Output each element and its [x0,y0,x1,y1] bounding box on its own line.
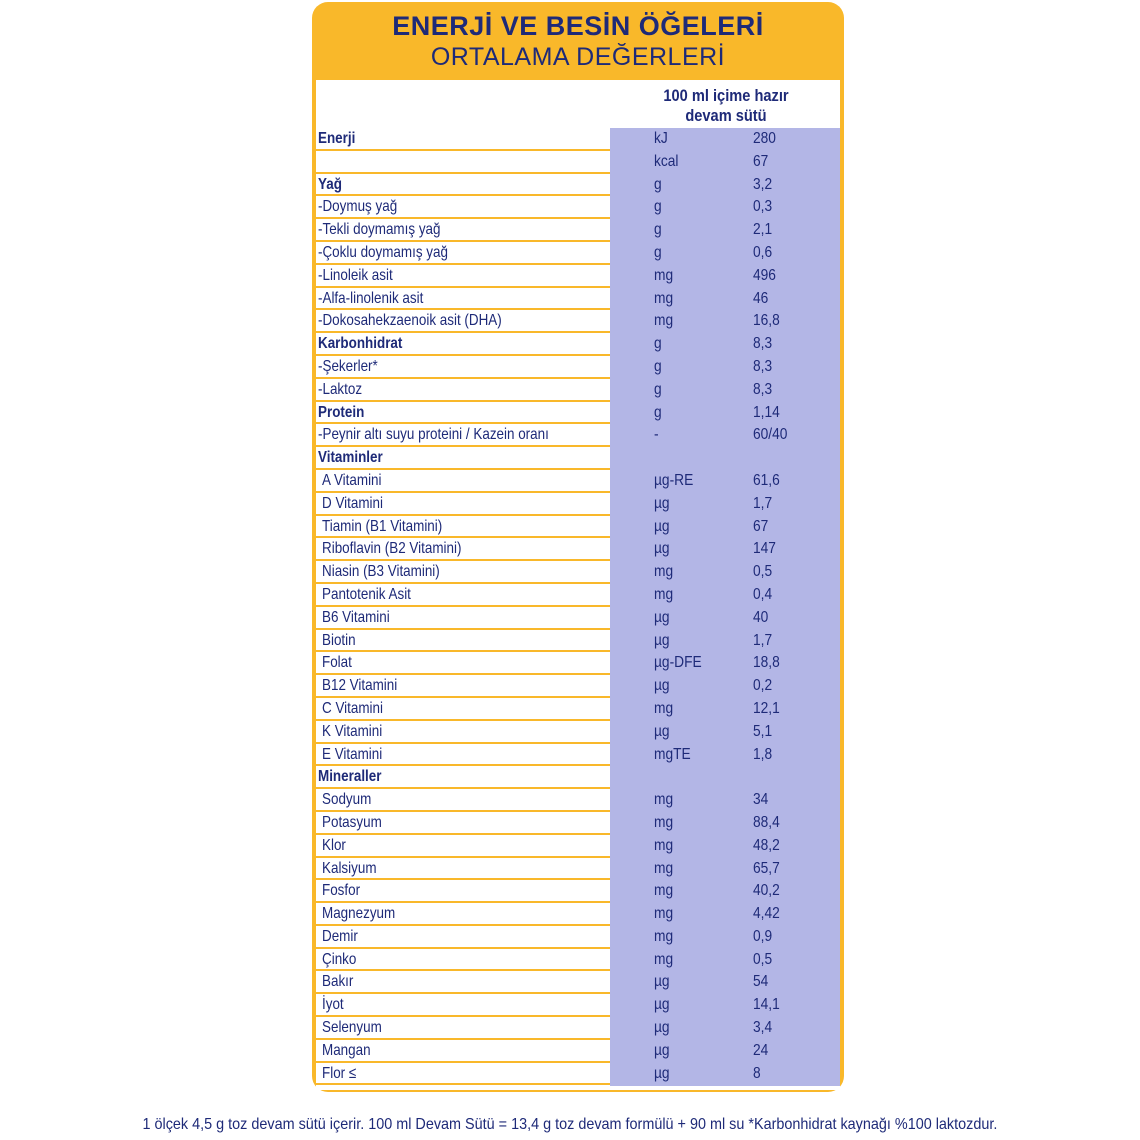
nutrient-label-text: Niasin (B3 Vitamini) [322,563,440,581]
nutrient-unit-text: µg [654,722,670,740]
nutrient-value [753,516,771,538]
nutrient-label-text: Mangan [322,1041,371,1059]
nutrient-label [316,174,610,197]
nutrient-value-text: 46 [753,289,769,307]
nutrient-value [753,242,775,264]
nutrient-value [753,128,780,150]
nutrient-value-text: 1,7 [753,631,773,649]
nutrient-value [753,880,784,902]
nutrient-value [753,470,784,492]
nutrient-label-text: -Doymuş yağ [318,198,398,216]
nutrient-label [316,128,610,151]
nutrient-unit [654,630,672,652]
nutrient-unit-text: µg [654,631,670,649]
nutrient-value [753,356,775,378]
nutrient-label [316,744,610,767]
nutrient-value-text: 8,3 [753,357,773,375]
nutrient-label [316,880,610,903]
nutrient-unit-text: µg [654,517,670,535]
nutrient-label [316,493,610,516]
nutrient-unit [654,219,663,241]
table-row [316,470,840,493]
nutrient-unit [654,949,676,971]
nutrition-rows [316,128,840,1086]
table-row [316,174,840,197]
nutrient-unit-text: g [654,357,662,375]
nutrient-unit-text: mg [654,289,674,307]
nutrient-value [753,219,775,241]
nutrient-label-text: Tiamin (B1 Vitamini) [322,517,443,535]
nutrient-value-text: 0,9 [753,927,773,945]
nutrient-unit-text: mg [654,266,674,284]
nutrient-label [316,903,610,926]
nutrient-label-text: Mineraller [318,768,382,786]
nutrient-value-text: 496 [753,266,776,284]
table-row [316,356,840,379]
nutrient-label-text: Selenyum [322,1019,382,1037]
nutrient-label-text: Çinko [322,950,357,968]
nutrient-unit-text: µg [654,677,670,695]
nutrient-unit [654,356,663,378]
nutrient-value-text: 5,1 [753,722,773,740]
nutrient-unit [654,721,672,743]
table-row [316,333,840,356]
nutrient-label-text: K Vitamini [322,722,383,740]
nutrient-unit [654,1040,672,1062]
nutrient-unit-text: g [654,403,662,421]
nutrient-value [753,926,775,948]
nutrient-value [753,652,784,674]
nutrient-value-text: 65,7 [753,859,780,877]
nutrient-value-text: 88,4 [753,813,780,831]
nutrient-unit-text: kJ [654,130,668,147]
nutrient-label-text: -Şekerler* [318,357,378,375]
nutrient-value [753,835,784,857]
nutrient-unit [654,903,676,925]
nutrient-value-text: 0,2 [753,677,773,695]
nutrient-label [316,470,610,493]
nutrient-value-text: 1,7 [753,494,773,512]
nutrient-label [316,812,610,835]
table-row [316,607,840,630]
nutrient-value-text: 12,1 [753,699,780,717]
nutrient-unit-text: g [654,335,662,353]
nutrient-unit-text: mg [654,563,674,581]
nutrient-value [753,538,780,560]
column-header-line2: devam sütü [685,106,767,125]
table-row [316,721,840,744]
nutrient-unit [654,584,676,606]
nutrient-unit-text: mg [654,950,674,968]
table-row [316,1063,840,1086]
table-row [316,858,840,881]
nutrient-value [753,1063,762,1085]
nutrient-value [753,721,775,743]
nutrient-unit [654,288,676,310]
nutrient-value [753,493,775,515]
nutrient-value [753,333,775,355]
column-header-line1: 100 ml içime hazır [663,86,789,105]
nutrient-label-text: -Tekli doymamış yağ [318,221,441,239]
nutrient-unit [654,812,676,834]
nutrient-value-text: 40 [753,608,769,626]
panel-subtitle: ORTALAMA DEĞERLERİ [430,43,726,71]
nutrient-value [753,265,780,287]
nutrient-unit [654,424,659,446]
nutrient-label-text: Sodyum [322,791,372,809]
nutrient-label-text: Kalsiyum [322,859,377,877]
nutrient-value-text: 0,5 [753,563,773,581]
nutrient-value-text: 60/40 [753,426,788,444]
table-row [316,288,840,311]
nutrient-label-text: Flor ≤ [322,1064,357,1082]
nutrient-value [753,675,775,697]
table-row [316,903,840,926]
nutrient-label-text: -Dokosahekzaenoik asit (DHA) [318,312,502,330]
nutrient-unit [654,516,672,538]
nutrient-label [316,949,610,972]
nutrient-label [316,151,610,174]
nutrition-facts-panel [312,2,844,1092]
nutrient-label-text: Vitaminler [318,449,383,467]
nutrient-unit-text: mg [654,836,674,854]
nutrient-label [316,242,610,265]
nutrient-unit-text: mg [654,585,674,603]
nutrient-label-text: Klor [322,836,346,854]
nutrient-unit-text: - [654,426,659,444]
nutrient-value-text: 18,8 [753,654,780,672]
nutrient-unit-text: µg-DFE [654,654,702,672]
table-row [316,926,840,949]
nutrient-unit-text: µg [654,540,670,558]
table-row [316,835,840,858]
nutrient-value [753,584,775,606]
nutrient-label [316,652,610,675]
nutrient-label [316,698,610,721]
nutrient-unit [654,493,672,515]
nutrient-value-text: 1,8 [753,745,773,763]
table-row [316,538,840,561]
nutrient-unit [654,242,663,264]
table-row [316,675,840,698]
nutrient-label [316,265,610,288]
table-row [316,584,840,607]
nutrient-value [753,424,793,446]
nutrient-label-text: A Vitamini [322,471,382,489]
nutrient-unit [654,402,663,424]
nutrient-label-text: -Peynir altı suyu proteini / Kazein oranı [318,426,549,444]
table-row [316,561,840,584]
nutrient-unit-text: kcal [654,152,679,170]
table-row [316,1040,840,1063]
nutrient-label-text: B12 Vitamini [322,677,398,695]
footnote [0,1116,1140,1134]
nutrient-value-text: 8,3 [753,380,773,398]
nutrient-unit [654,151,682,173]
nutrient-unit [654,1063,672,1085]
nutrient-unit [654,607,672,629]
table-row [316,766,840,789]
nutrient-label [316,584,610,607]
nutrient-label [316,538,610,561]
nutrient-value-text: 0,5 [753,950,773,968]
table-row [316,971,840,994]
table-row [316,447,840,470]
nutrient-label-text: Folat [322,654,352,672]
nutrient-label-text: -Çoklu doymamış yağ [318,243,448,261]
nutrient-value-text: 3,4 [753,1019,773,1037]
nutrient-value-text: 280 [753,130,776,147]
nutrient-value-text: 40,2 [753,882,780,900]
table-row [316,949,840,972]
table-row [316,1017,840,1040]
nutrient-value [753,630,775,652]
nutrient-unit [654,379,663,401]
nutrient-unit-text: µg [654,608,670,626]
nutrient-value-text: 54 [753,973,769,991]
nutrient-label-text: D Vitamini [322,494,384,512]
nutrient-value [753,903,784,925]
nutrient-value [753,174,775,196]
panel-title: ENERJİ VE BESİN ÖĞELERİ [392,11,764,41]
nutrient-label [316,424,610,447]
nutrient-label [316,516,610,539]
nutrient-unit-text: mg [654,699,674,717]
nutrient-unit-text: g [654,221,662,239]
table-row [316,698,840,721]
nutrient-label [316,607,610,630]
nutrient-value-text: 3,2 [753,175,773,193]
nutrient-value [753,288,771,310]
nutrient-value [753,971,771,993]
nutrient-value [753,151,771,173]
nutrient-label-text: -Alfa-linolenik asit [318,289,424,307]
nutrition-table [316,80,840,1090]
nutrient-value [753,949,775,971]
nutrient-label-text: Biotin [322,631,356,649]
nutrient-unit-text: g [654,243,662,261]
nutrient-unit-text: µg [654,1064,670,1082]
nutrient-value [753,1017,775,1039]
nutrient-unit-text: g [654,380,662,398]
nutrient-label-text: -Linoleik asit [318,266,393,284]
nutrient-label [316,721,610,744]
nutrient-label [316,858,610,881]
nutrient-unit [654,333,663,355]
nutrient-label [316,1017,610,1040]
nutrient-label-text: Potasyum [322,813,382,831]
nutrient-label [316,196,610,219]
nutrient-unit [654,310,676,332]
nutrient-value [753,698,784,720]
nutrient-label-text: Bakır [322,973,354,991]
nutrient-label-text: -Laktoz [318,380,363,398]
nutrient-value-text: 2,1 [753,221,773,239]
nutrient-label-text: C Vitamini [322,699,384,717]
table-row [316,880,840,903]
table-row [316,424,840,447]
nutrient-unit [654,561,676,583]
nutrient-label [316,288,610,311]
table-row [316,652,840,675]
nutrient-unit [654,971,672,993]
nutrient-unit-text: µg [654,973,670,991]
nutrient-value-text: 67 [753,152,769,170]
nutrient-unit [654,196,663,218]
nutrient-value [753,812,784,834]
nutrient-label-text: Yağ [318,175,342,193]
table-row [316,789,840,812]
nutrient-unit-text: mgTE [654,745,691,763]
nutrient-unit-text: mg [654,791,674,809]
nutrient-value-text: 34 [753,791,769,809]
table-row [316,516,840,539]
nutrient-unit-text: mg [654,859,674,877]
nutrient-label-text: Protein [318,403,365,421]
nutrient-label-text: İyot [322,996,344,1014]
nutrient-value [753,561,775,583]
nutrient-label [316,789,610,812]
nutrient-unit-text: mg [654,813,674,831]
nutrient-label [316,994,610,1017]
nutrient-unit [654,675,672,697]
nutrient-label-text: Pantotenik Asit [322,585,411,603]
nutrient-label-text: Magnezyum [322,905,396,923]
nutrient-value [753,310,784,332]
nutrient-value-text: 0,3 [753,198,773,216]
nutrient-label-text: Riboflavin (B2 Vitamini) [322,540,462,558]
table-row [316,219,840,242]
nutrient-unit-text: mg [654,882,674,900]
nutrient-unit [654,835,676,857]
nutrient-value-text: 0,4 [753,585,773,603]
nutrient-label [316,766,610,789]
nutrient-unit-text: mg [654,905,674,923]
nutrient-unit-text: µg [654,1019,670,1037]
nutrient-unit [654,174,663,196]
table-row [316,265,840,288]
nutrient-value-text: 8,3 [753,335,773,353]
nutrient-label [316,447,610,470]
panel-header [312,2,844,80]
nutrient-label-text: Enerji [318,130,356,147]
table-row [316,196,840,219]
nutrient-unit [654,926,676,948]
nutrient-value-text: 1,14 [753,403,780,421]
nutrient-unit [654,470,700,492]
nutrient-unit [654,880,676,902]
nutrient-value-text: 14,1 [753,996,780,1014]
nutrient-label [316,402,610,425]
nutrient-unit [654,265,676,287]
nutrient-unit-text: g [654,175,662,193]
nutrient-label [316,971,610,994]
nutrient-value [753,402,784,424]
nutrient-unit [654,652,709,674]
nutrient-value-text: 0,6 [753,243,773,261]
nutrient-value [753,196,775,218]
nutrient-label [316,1063,610,1086]
nutrient-value [753,994,784,1016]
nutrient-label-text: E Vitamini [322,745,383,763]
nutrient-label-text: Demir [322,927,358,945]
nutrient-unit-text: mg [654,927,674,945]
nutrient-unit [654,1017,672,1039]
footnote-text: 1 ölçek 4,5 g toz devam sütü içerir. 100 ml Devam Sütü = 13,4 g toz devam formülü + 90 ml su *Karbonhidrat kaynağı %100 laktozdur. [142,1116,998,1133]
nutrient-value [753,789,771,811]
nutrient-unit [654,744,697,766]
nutrient-label [316,675,610,698]
nutrient-unit-text: g [654,198,662,216]
nutrient-unit [654,538,672,560]
nutrient-value-text: 16,8 [753,312,780,330]
nutrient-unit-text: µg [654,494,670,512]
nutrient-value-text: 48,2 [753,836,780,854]
nutrient-label [316,219,610,242]
nutrient-value-text: 61,6 [753,471,780,489]
table-row [316,402,840,425]
nutrient-unit-text: mg [654,312,674,330]
nutrient-label-text: Fosfor [322,882,361,900]
nutrient-unit [654,789,676,811]
nutrient-label [316,561,610,584]
nutrient-unit [654,994,672,1016]
nutrient-unit [654,128,670,150]
nutrient-value [753,607,771,629]
nutrient-label [316,926,610,949]
nutrient-unit [654,698,676,720]
nutrient-label [316,379,610,402]
nutrient-unit [654,858,676,880]
table-row [316,630,840,653]
nutrient-value-text: 4,42 [753,905,780,923]
table-row [316,310,840,333]
nutrient-label [316,1040,610,1063]
nutrient-label [316,835,610,858]
nutrient-label-text: B6 Vitamini [322,608,390,626]
nutrient-value-text: 67 [753,517,769,535]
nutrient-label [316,356,610,379]
table-row [316,994,840,1017]
table-row [316,151,840,174]
nutrient-label [316,630,610,653]
nutrient-label [316,310,610,333]
nutrient-unit-text: µg [654,996,670,1014]
table-row [316,493,840,516]
table-row [316,128,840,151]
nutrient-value [753,379,775,401]
nutrient-label [316,333,610,356]
nutrient-value-text: 8 [753,1064,761,1082]
nutrient-label-text: Karbonhidrat [318,335,403,353]
nutrient-value [753,744,775,766]
table-row [316,242,840,265]
table-row [316,744,840,767]
table-row [316,379,840,402]
table-row [316,812,840,835]
column-header [628,86,824,126]
nutrient-unit-text: µg-RE [654,471,694,489]
nutrient-value-text: 147 [753,540,776,558]
nutrient-unit-text: µg [654,1041,670,1059]
nutrient-value [753,858,784,880]
nutrient-value-text: 24 [753,1041,769,1059]
nutrient-value [753,1040,771,1062]
